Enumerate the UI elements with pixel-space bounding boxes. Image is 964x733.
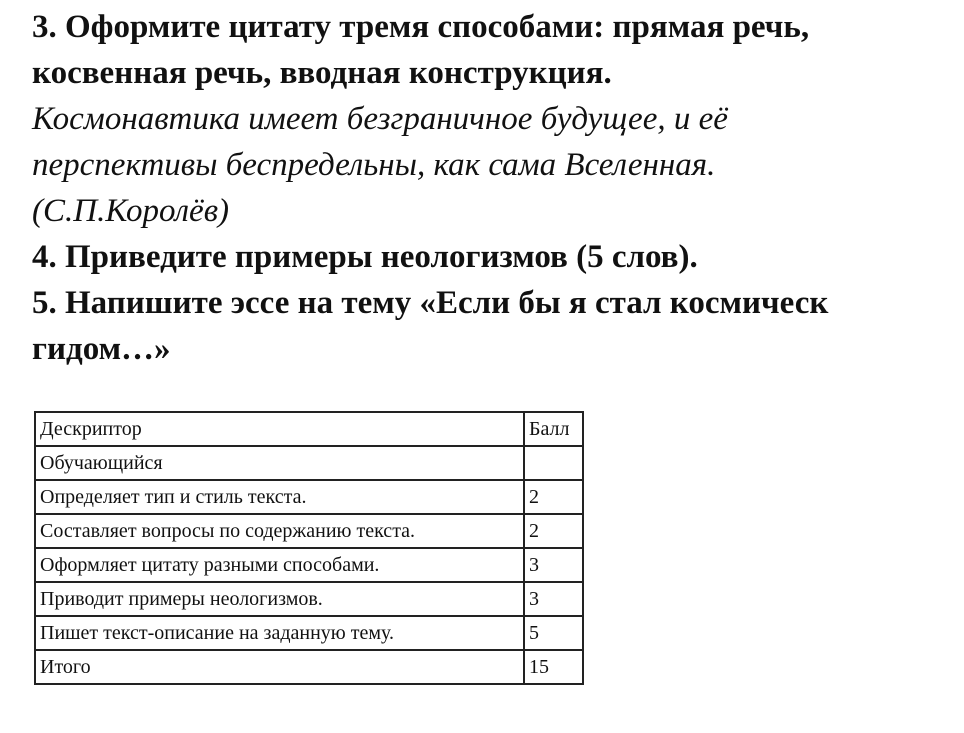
task-5-line-1: 5. Напишите эссе на тему «Если бы я стал космическ xyxy=(32,285,829,321)
row-score-cell: 3 xyxy=(524,548,583,582)
task-3-line-1: 3. Оформите цитату тремя способами: прямая речь, xyxy=(32,9,810,45)
task-3-line-2: косвенная речь, вводная конструкция. xyxy=(32,55,612,91)
table-row xyxy=(35,514,583,548)
row-descriptor-cell: Составляет вопросы по содержанию текста. xyxy=(35,514,524,548)
table-subheader-row xyxy=(35,446,583,480)
total-descriptor-cell: Итого xyxy=(35,650,524,684)
table-total-row xyxy=(35,650,583,684)
table-row xyxy=(35,582,583,616)
quote-line-2: перспективы беспредельны, как сама Вселенная. xyxy=(32,147,716,183)
row-score-cell: 2 xyxy=(524,480,583,514)
quote-author: (С.П.Королёв) xyxy=(32,193,230,229)
task-4: 4. Приведите примеры неологизмов (5 слов). xyxy=(32,239,698,275)
table-row xyxy=(35,548,583,582)
header-descriptor-cell: Дескриптор xyxy=(35,412,524,446)
row-descriptor-cell: Пишет текст-описание на заданную тему. xyxy=(35,616,524,650)
subheader-descriptor-cell: Обучающийся xyxy=(35,446,524,480)
row-score-cell: 2 xyxy=(524,514,583,548)
table-row xyxy=(35,616,583,650)
row-descriptor-cell: Оформляет цитату разными способами. xyxy=(35,548,524,582)
subheader-score-cell xyxy=(524,446,583,480)
row-descriptor-cell: Определяет тип и стиль текста. xyxy=(35,480,524,514)
row-score-cell: 3 xyxy=(524,582,583,616)
row-score-cell: 5 xyxy=(524,616,583,650)
task-5-line-2: гидом…» xyxy=(32,331,171,367)
descriptor-table xyxy=(34,411,584,685)
row-descriptor-cell: Приводит примеры неологизмов. xyxy=(35,582,524,616)
task-list xyxy=(32,4,964,372)
quote-line-1: Космонавтика имеет безграничное будущее, и её xyxy=(32,101,728,137)
header-score-cell: Балл xyxy=(524,412,583,446)
total-score-cell: 15 xyxy=(524,650,583,684)
table-header-row xyxy=(35,412,583,446)
table-row xyxy=(35,480,583,514)
